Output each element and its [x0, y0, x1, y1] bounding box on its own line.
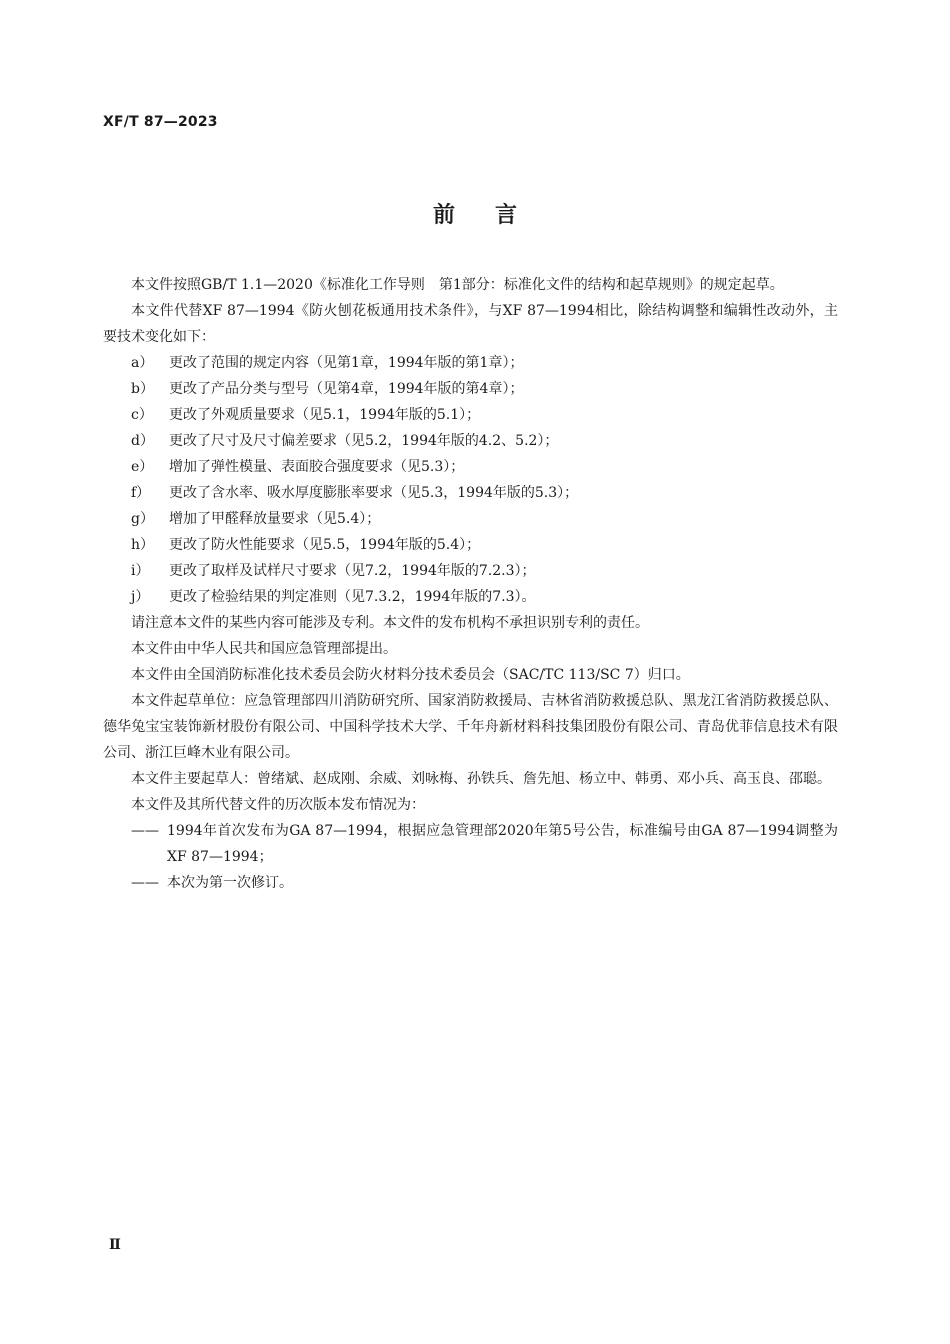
standard-code: XF/T 87—2023: [103, 114, 218, 130]
list-item-label: j）: [131, 589, 150, 605]
list-item-label: b）: [131, 381, 154, 397]
list-item: [103, 480, 838, 506]
list-item-text: 更改了范围的规定内容（见第1章，1994年版的第1章）；: [169, 355, 524, 371]
history-item-text: 本次为第一次修订。: [167, 875, 293, 891]
list-item: [103, 506, 838, 532]
history-item: [103, 870, 838, 896]
list-item-label: f）: [131, 485, 151, 501]
page-number: Ⅱ: [109, 1237, 121, 1253]
paragraph: 本文件按照GB/T 1.1—2020《标准化工作导则 第1部分：标准化文件的结构和起草规则》的规定起草。: [131, 277, 784, 293]
list-item-text: 更改了检验结果的判定准则（见7.3.2，1994年版的7.3）。: [169, 589, 536, 605]
history-item-text: 1994年首次发布为GA 87—1994，根据应急管理部2020年第5号公告，标准编号由GA 87—1994调整为XF 87—1994；: [167, 823, 838, 865]
list-item-label: a）: [131, 355, 154, 371]
list-item-text: 更改了防火性能要求（见5.5，1994年版的5.4）；: [169, 537, 481, 553]
list-item-label: c）: [131, 407, 153, 423]
list-item-label: g）: [131, 511, 154, 527]
list-item-text: 增加了弹性模量、表面胶合强度要求（见5.3）；: [169, 459, 465, 475]
list-item-label: h）: [131, 537, 155, 553]
list-item-text: 更改了产品分类与型号（见第4章，1994年版的第4章）；: [169, 381, 524, 397]
paragraph: 本文件起草单位：应急管理部四川消防研究所、国家消防救援局、吉林省消防救援总队、黑龙江省消防救援总队、德华兔宝宝装饰新材股份有限公司、中国科学技术大学、千年舟新材料科技集团股份有限公司、青岛优菲信息技术有限公司、浙江巨峰木业有限公司。: [103, 693, 838, 761]
list-item: [103, 558, 838, 584]
paragraph: 本文件及其所代替文件的历次版本发布情况为：: [131, 797, 425, 813]
list-item-label: e）: [131, 459, 154, 475]
list-item-label: d）: [131, 433, 154, 449]
foreword-body: [103, 272, 838, 896]
paragraph: 本文件主要起草人：曾绪斌、赵成刚、余威、刘咏梅、孙铁兵、詹先旭、杨立中、韩勇、邓小兵、高玉良、邵聪。: [131, 771, 831, 787]
list-item-text: 增加了甲醛释放量要求（见5.4）；: [169, 511, 381, 527]
paragraph: 本文件代替XF 87—1994《防火刨花板通用技术条件》，与XF 87—1994相比，除结构调整和编辑性改动外，主要技术变化如下：: [103, 303, 838, 345]
page-title: 前言: [432, 203, 557, 228]
list-item: [103, 376, 838, 402]
list-item-text: 更改了尺寸及尺寸偏差要求（见5.2，1994年版的4.2、5.2）；: [169, 433, 559, 449]
list-item-text: 更改了外观质量要求（见5.1，1994年版的5.1）；: [169, 407, 481, 423]
dash-marker: ——: [131, 823, 159, 839]
changes-list: [103, 350, 838, 610]
paragraph: 本文件由全国消防标准化技术委员会防火材料分技术委员会（SAC/TC 113/SC 7）归口。: [131, 667, 690, 683]
list-item: [103, 532, 838, 558]
paragraph: 请注意本文件的某些内容可能涉及专利。本文件的发布机构不承担识别专利的责任。: [131, 615, 649, 631]
list-item-label: i）: [131, 563, 150, 579]
paragraph: 本文件由中华人民共和国应急管理部提出。: [131, 641, 397, 657]
list-item-text: 更改了取样及试样尺寸要求（见7.2，1994年版的7.2.3）；: [169, 563, 536, 579]
list-item-text: 更改了含水率、吸水厚度膨胀率要求（见5.3，1994年版的5.3）；: [169, 485, 579, 501]
dash-marker: ——: [131, 875, 159, 891]
list-item: [103, 454, 838, 480]
list-item: [103, 350, 838, 376]
list-item: [103, 402, 838, 428]
list-item: [103, 428, 838, 454]
history-list: [103, 818, 838, 896]
history-item: [103, 818, 838, 870]
list-item: [103, 584, 838, 610]
